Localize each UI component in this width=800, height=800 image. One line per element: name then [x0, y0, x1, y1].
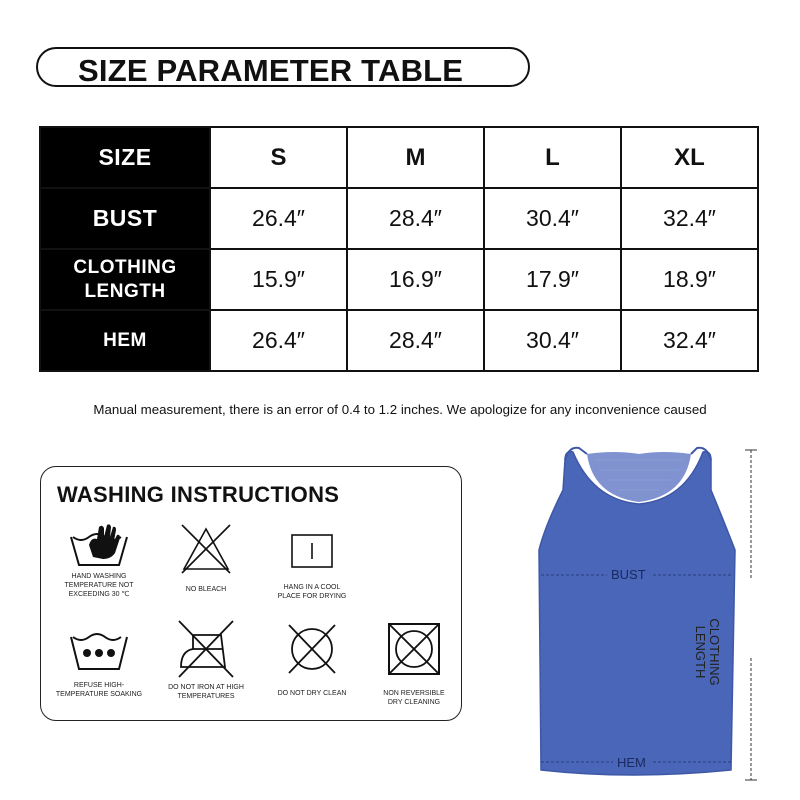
table-cell: 26.4″ [210, 310, 347, 371]
washing-instructions-panel [40, 466, 462, 721]
table-cell: 17.9″ [484, 249, 621, 310]
size-xl: XL [621, 127, 758, 188]
symbol-caption: NO BLEACH [185, 586, 227, 593]
hem-label: HEM [617, 755, 646, 770]
table-header-row [40, 127, 758, 188]
row-label-bust: BUST [40, 188, 210, 249]
table-cell: 32.4″ [621, 310, 758, 371]
size-s: S [210, 127, 347, 188]
table-cell: 18.9″ [621, 249, 758, 310]
tank-top-illustration [535, 440, 765, 785]
row-label-hem: HEM [40, 310, 210, 371]
table-cell: 16.9″ [347, 249, 484, 310]
symbol-caption: DO NOT DRY CLEAN [277, 690, 347, 697]
hang-dry-icon [290, 533, 334, 569]
table-row [40, 188, 758, 249]
symbol-no-dry-clean [264, 621, 360, 698]
row-label-line2: LENGTH [84, 280, 166, 302]
symbol-hang-dry [264, 533, 360, 601]
row-label-clothing-length [40, 249, 210, 310]
symbol-hand-wash [51, 523, 147, 599]
symbol-caption: DO NOT IRON AT HIGH TEMPERATURES [168, 684, 244, 700]
table-cell: 15.9″ [210, 249, 347, 310]
measurement-note: Manual measurement, there is an error of 0.4 to 1.2 inches. We apologize for any inconvenience caused [93, 402, 707, 417]
table-row [40, 310, 758, 371]
table-cell: 28.4″ [347, 188, 484, 249]
no-dry-clean-icon [285, 621, 339, 677]
header-size-label: SIZE [40, 127, 210, 188]
symbol-no-bleach [158, 523, 254, 594]
table-row [40, 249, 758, 310]
table-cell: 30.4″ [484, 188, 621, 249]
garment-diagram [535, 440, 765, 785]
symbol-caption: HANG IN A COOL PLACE FOR DRYING [277, 584, 347, 600]
symbol-no-iron [158, 619, 254, 701]
symbol-caption: NON REVERSIBLE DRY CLEANING [383, 690, 445, 706]
no-iron-icon [175, 619, 237, 679]
title-banner [36, 47, 530, 87]
hand-wash-icon [67, 523, 131, 569]
size-table [39, 126, 759, 372]
no-hot-soak-icon [67, 623, 131, 673]
table-cell: 28.4″ [347, 310, 484, 371]
clothing-length-label: CLOTHING LENGTH [693, 618, 722, 686]
size-m: M [347, 127, 484, 188]
no-bleach-icon [178, 523, 234, 575]
table-cell: 32.4″ [621, 188, 758, 249]
table-cell: 30.4″ [484, 310, 621, 371]
row-label-line1: CLOTHING [73, 256, 177, 278]
symbol-non-reversible-dry-cleaning [366, 621, 462, 707]
bust-label: BUST [611, 567, 646, 582]
washing-title: WASHING INSTRUCTIONS [57, 482, 340, 507]
symbol-no-hot-soak [51, 623, 147, 699]
page-title: SIZE PARAMETER TABLE [78, 53, 464, 88]
symbol-caption: REFUSE HIGH- TEMPERATURE SOAKING [55, 682, 143, 698]
size-l: L [484, 127, 621, 188]
symbol-caption: HAND WASHING TEMPERATURE NOT EXCEEDING 30 ℃ [64, 573, 134, 598]
table-cell: 26.4″ [210, 188, 347, 249]
no-tumble-dry-icon [386, 621, 442, 677]
